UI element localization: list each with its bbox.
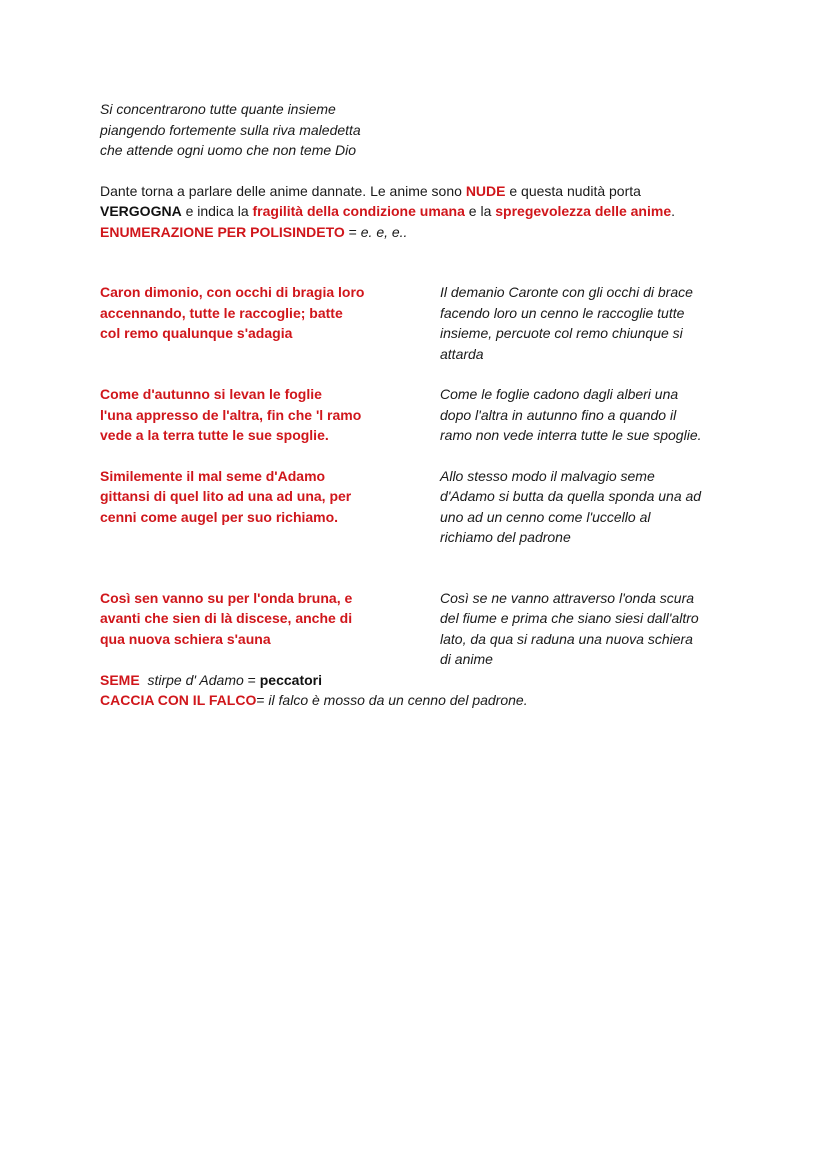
caccia-label: CACCIA CON IL FALCO — [100, 692, 257, 708]
tercet-row-3 — [100, 466, 740, 548]
paraphrase-line: uno ad un cenno come l'uccello al — [440, 508, 651, 525]
original-line: Come d'autunno si levan le foglie — [100, 386, 322, 402]
tercet-original — [100, 384, 400, 446]
document-page — [100, 99, 740, 711]
tercet-original — [100, 282, 400, 364]
original-line: vede a la terra tutte le sue spoglie. — [100, 427, 329, 443]
caccia-definition: il falco è mosso da un cenno del padrone. — [268, 692, 528, 708]
enumerazione-label: ENUMERAZIONE PER POLISINDETO — [100, 223, 345, 240]
tercet-original — [100, 466, 400, 548]
paraphrase-line: dopo l'altra in autunno fino a quando il — [440, 406, 677, 423]
original-line: Così sen vanno su per l'onda bruna, e — [100, 589, 353, 606]
seme-definition: stirpe d' Adamo — [139, 671, 244, 688]
seme-value: peccatori — [259, 671, 322, 688]
intro-verses — [100, 99, 740, 161]
original-line: col remo qualunque s'adagia — [100, 325, 293, 341]
original-line: cenni come augel per suo richiamo. — [100, 508, 339, 525]
enumerazione-eq: = — [344, 223, 361, 240]
paraphrase-line: Così se ne vanno attraverso l'onda scura — [440, 589, 695, 606]
paraphrase-line: Il demanio Caronte con gli occhi di brace — [440, 284, 693, 300]
paraphrase-line: attarda — [440, 345, 484, 362]
seme-eq: = — [243, 671, 260, 688]
highlight-fragilita: fragilità della condizione umana — [252, 203, 465, 219]
tercet-row-4 — [100, 588, 740, 670]
paraphrase-line: Allo stesso modo il malvagio seme — [440, 467, 655, 484]
commentary-text: Dante torna a parlare delle anime dannate. Le anime sono — [100, 182, 466, 199]
paraphrase-line: d'Adamo si butta da quella sponda una ad — [440, 488, 702, 504]
commentary-text: e indica la — [181, 203, 253, 219]
original-line: gittansi di quel lito ad una ad una, per — [100, 488, 352, 504]
paraphrase-line: facendo loro un cenno le raccoglie tutte — [440, 304, 685, 321]
paraphrase-line: insieme, percuote col remo chiunque si — [440, 325, 683, 341]
commentary-text: . — [671, 203, 675, 219]
paraphrase-line: di anime — [440, 651, 493, 667]
note-seme — [100, 670, 740, 691]
tercet-row-2 — [100, 384, 740, 446]
intro-verse-line: Si concentrarono tutte quante insieme — [100, 101, 336, 117]
commentary-text: e la — [464, 203, 496, 219]
original-line: l'una appresso de l'altra, fin che 'l ramo — [100, 406, 362, 423]
commentary-text: e questa nudità porta — [505, 182, 641, 199]
original-line: avanti che sien di là discese, anche di — [100, 610, 353, 626]
paraphrase-line: lato, da qua si raduna una nuova schiera — [440, 630, 693, 647]
highlight-nude: NUDE — [465, 182, 506, 199]
paraphrase-line: Come le foglie cadono dagli alberi una — [440, 386, 679, 402]
intro-verse-line: piangendo fortemente sulla riva maledetta — [100, 121, 361, 138]
notes-section — [100, 670, 740, 711]
enumerazione-example: e. e, e.. — [360, 223, 408, 240]
highlight-spregevolezza: spregevolezza delle anime — [495, 203, 672, 219]
tercet-paraphrase — [440, 384, 740, 446]
commentary-paragraph — [100, 181, 740, 243]
tercet-original — [100, 588, 400, 670]
tercet-row-1 — [100, 282, 740, 364]
highlight-vergogna: VERGOGNA — [100, 203, 182, 219]
paraphrase-line: richiamo del padrone — [440, 529, 571, 545]
tercet-paraphrase — [440, 466, 740, 548]
note-caccia — [100, 690, 740, 711]
intro-verse-line: che attende ogni uomo che non teme Dio — [100, 142, 357, 158]
paraphrase-line: ramo non vede interra tutte le sue spoglie. — [440, 427, 702, 443]
original-line: accennando, tutte le raccoglie; batte — [100, 304, 343, 321]
original-line: Caron dimonio, con occhi di bragia loro — [100, 284, 365, 300]
original-line: Similemente il mal seme d'Adamo — [100, 467, 326, 484]
tercet-paraphrase — [440, 282, 740, 364]
tercet-paraphrase — [440, 588, 740, 670]
caccia-eq: = — [256, 692, 269, 708]
paraphrase-line: del fiume e prima che siano siesi dall'altro — [440, 610, 699, 626]
original-line: qua nuova schiera s'auna — [100, 630, 271, 647]
seme-label: SEME — [100, 671, 140, 688]
